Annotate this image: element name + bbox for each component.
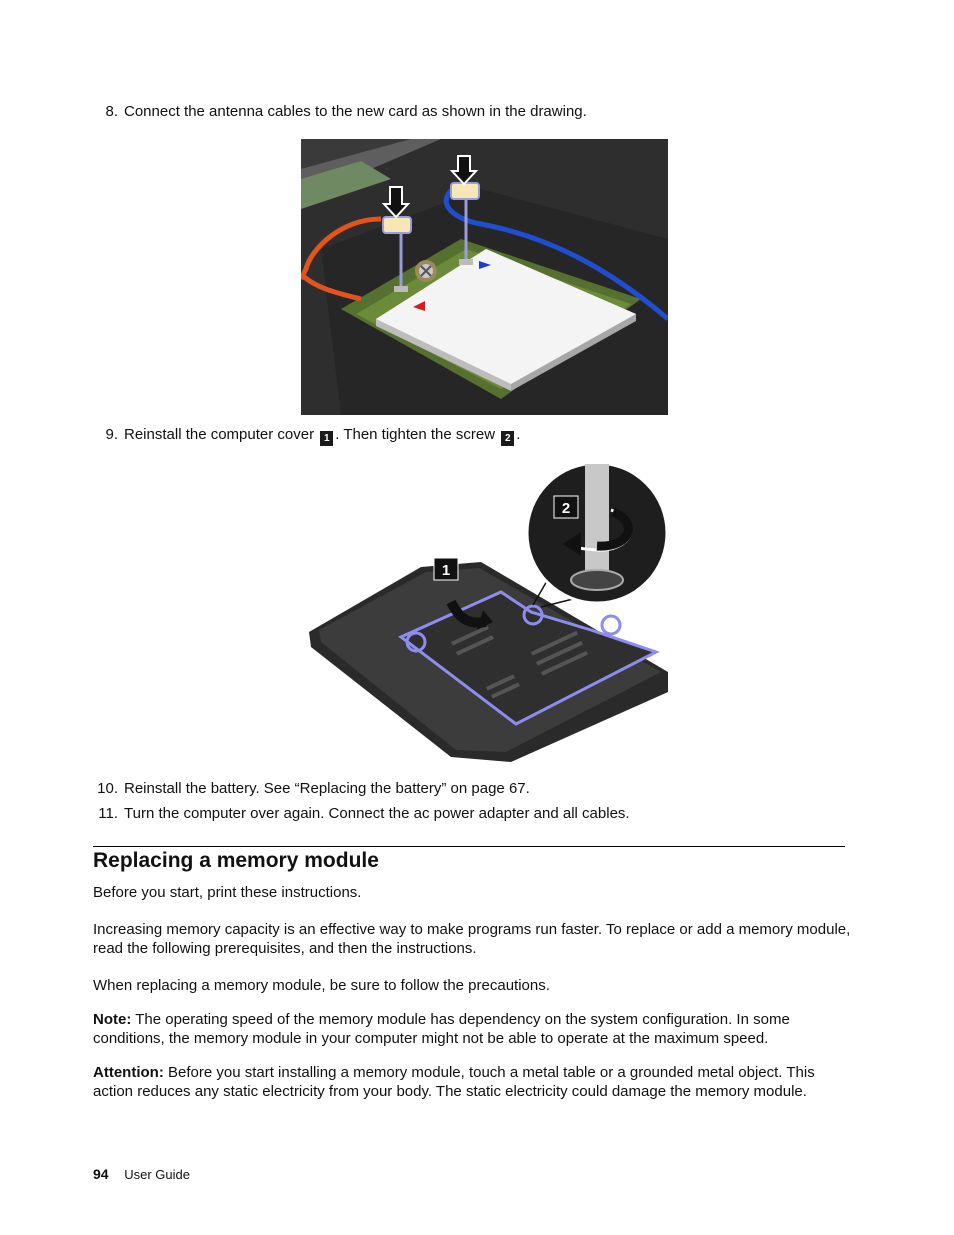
page-footer [93,1166,190,1182]
cover-reinstall-illustration [301,462,668,764]
step-9 [105,425,521,446]
attention-label: Attention: [93,1064,164,1081]
paragraph-precautions: When replacing a memory module, be sure to follow the precautions. [93,977,550,994]
note-label: Note: [93,1011,132,1028]
step-8 [105,102,587,121]
paragraph-intro: Before you start, print these instructions. [93,884,362,901]
step-number: 10. [97,780,118,797]
step-11 [98,804,630,823]
callout-1: 1 [441,562,451,579]
step-10 [97,779,530,798]
step-number: 8. [105,103,118,120]
paragraph-capacity: Increasing memory capacity is an effective way to make programs run faster. To replace or add a memory module, read the following prerequisites, and then the instructions. [93,921,851,957]
callout-badge-1: 1 [320,431,333,446]
page-number: 94 [93,1166,109,1182]
section-title: Replacing a memory module [93,849,379,872]
attention-paragraph [93,1063,853,1101]
section-divider [93,846,845,847]
step-text: . Then tighten the screw [335,426,496,443]
step-text: Connect the antenna cables to the new card as shown in the drawing. [124,103,587,120]
attention-text: Before you start installing a memory module, touch a metal table or a grounded metal object. This action reduces any static electricity from your body. The static electricity could damage the memory module. [93,1064,815,1100]
step-number: 11. [98,805,118,822]
antenna-cable-illustration [301,139,668,415]
step-text: . [516,426,521,443]
note-paragraph [93,1010,853,1048]
step-text: Reinstall the computer cover [124,426,315,443]
step-number: 9. [105,426,118,443]
note-text: The operating speed of the memory module has dependency on the system configuration. In some conditions, the memory module in your computer might not be able to operate at the maximum speed. [93,1011,790,1047]
step-text: Turn the computer over again. Connect the ac power adapter and all cables. [124,805,630,822]
step-text: Reinstall the battery. See “Replacing the battery” on page 67. [124,780,530,797]
document-title: User Guide [124,1167,190,1182]
callout-2: 2 [561,500,571,517]
callout-badge-2: 2 [501,431,514,446]
